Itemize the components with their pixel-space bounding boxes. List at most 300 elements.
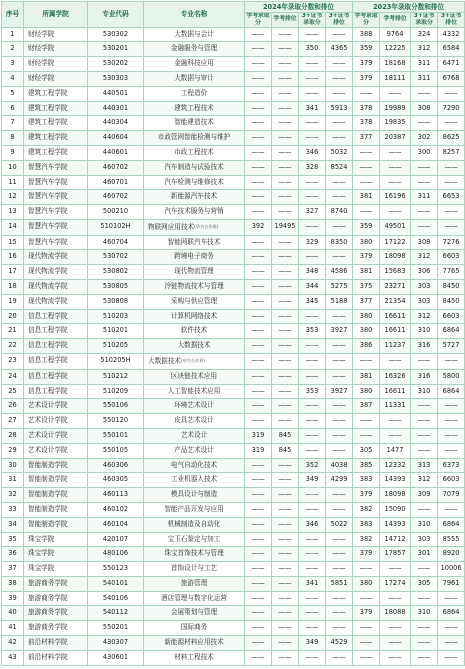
- cell-college: 智慧汽车学院: [24, 235, 88, 250]
- cell-value: 311: [411, 71, 438, 86]
- cell-value: ——: [438, 175, 465, 190]
- cell-value: 7276: [438, 235, 465, 250]
- cell-value: 346: [299, 517, 326, 532]
- cell-code: 530805: [88, 280, 144, 295]
- cell-value: 19835: [380, 116, 411, 131]
- cell-seq: 11: [2, 175, 24, 190]
- cell-value: ——: [411, 591, 438, 606]
- cell-college: 智能制造学院: [24, 517, 88, 532]
- cell-value: ——: [438, 86, 465, 101]
- cell-seq: 19: [2, 294, 24, 309]
- cell-value: ——: [326, 71, 353, 86]
- cell-value: ——: [245, 190, 272, 205]
- cell-value: ——: [380, 145, 411, 160]
- cell-value: 309: [411, 488, 438, 503]
- table-row: [2, 116, 465, 131]
- cell-value: ——: [411, 354, 438, 370]
- cell-value: 308: [411, 101, 438, 116]
- table-row: [2, 71, 465, 86]
- cell-college: 现代物流学院: [24, 250, 88, 265]
- cell-value: ——: [353, 160, 380, 175]
- cell-code: 430601: [88, 650, 144, 665]
- cell-code: 440501: [88, 86, 144, 101]
- cell-value: ——: [272, 384, 299, 399]
- cell-seq: 20: [2, 309, 24, 324]
- table-row: [2, 265, 465, 280]
- cell-major: [144, 116, 245, 131]
- cell-value: 4529: [326, 636, 353, 651]
- table-row: [2, 339, 465, 354]
- cell-seq: 32: [2, 488, 24, 503]
- cell-value: ——: [411, 621, 438, 636]
- cell-seq: 40: [2, 606, 24, 621]
- cell-value: ——: [272, 235, 299, 250]
- table-row: [2, 547, 465, 562]
- cell-value: 353: [299, 324, 326, 339]
- header-sub-2024-xk-score: 学考录取分: [246, 13, 270, 26]
- cell-value: 316: [411, 369, 438, 384]
- major-name: 市政工程技术: [174, 147, 214, 156]
- cell-value: ——: [272, 265, 299, 280]
- cell-code: 460704: [88, 235, 144, 250]
- cell-value: ——: [299, 488, 326, 503]
- cell-value: 375: [353, 280, 380, 295]
- cell-value: 8740: [326, 205, 353, 220]
- cell-value: ——: [438, 621, 465, 636]
- cell-value: 302: [411, 131, 438, 146]
- cell-seq: 21: [2, 324, 24, 339]
- table-row: [2, 101, 465, 116]
- table-row: [2, 309, 465, 324]
- cell-major: [144, 219, 245, 235]
- cell-major: [144, 42, 245, 57]
- cell-value: ——: [272, 116, 299, 131]
- cell-value: 344: [299, 280, 326, 295]
- cell-value: ——: [299, 250, 326, 265]
- cell-value: ——: [299, 131, 326, 146]
- cell-college: 建筑工程学院: [24, 116, 88, 131]
- cell-value: ——: [245, 502, 272, 517]
- cell-value: 19989: [380, 101, 411, 116]
- header-code: 专业代码: [88, 2, 144, 28]
- major-name: 新能源汽车技术: [170, 192, 218, 201]
- admission-score-table: [1, 1, 465, 666]
- cell-college: 智慧汽车学院: [24, 190, 88, 205]
- table-row: [2, 324, 465, 339]
- cell-value: 6471: [438, 57, 465, 72]
- cell-value: 379: [353, 488, 380, 503]
- cell-major: [144, 309, 245, 324]
- cell-value: ——: [380, 650, 411, 665]
- cell-college: 现代物流学院: [24, 294, 88, 309]
- cell-value: 380: [353, 309, 380, 324]
- cell-value: 377: [353, 131, 380, 146]
- cell-value: 15683: [380, 265, 411, 280]
- cell-code: 460702: [88, 190, 144, 205]
- major-name: 环境艺术设计: [174, 401, 214, 410]
- cell-value: 380: [353, 235, 380, 250]
- cell-value: ——: [326, 532, 353, 547]
- cell-value: 6603: [438, 309, 465, 324]
- major-name: 建筑工程技术: [174, 103, 214, 112]
- cell-value: ——: [326, 339, 353, 354]
- cell-value: 345: [299, 294, 326, 309]
- cell-value: 21354: [380, 294, 411, 309]
- cell-college: 珠宝学院: [24, 562, 88, 577]
- cell-value: ——: [438, 116, 465, 131]
- cell-code: 510201: [88, 324, 144, 339]
- cell-code: 550123: [88, 562, 144, 577]
- cell-value: ——: [438, 443, 465, 458]
- cell-value: 301: [411, 547, 438, 562]
- cell-value: ——: [438, 205, 465, 220]
- cell-code: 480106: [88, 547, 144, 562]
- cell-value: 310: [411, 324, 438, 339]
- cell-value: ——: [299, 27, 326, 42]
- cell-value: ——: [272, 86, 299, 101]
- cell-value: 346: [299, 145, 326, 160]
- cell-value: 327: [299, 205, 326, 220]
- cell-value: ——: [438, 502, 465, 517]
- cell-value: ——: [326, 428, 353, 443]
- table-body: [2, 27, 465, 665]
- cell-code: 530802: [88, 265, 144, 280]
- cell-value: ——: [326, 547, 353, 562]
- cell-value: 16611: [380, 324, 411, 339]
- cell-college: 智能制造学院: [24, 473, 88, 488]
- cell-value: ——: [272, 339, 299, 354]
- cell-seq: 28: [2, 428, 24, 443]
- cell-value: ——: [245, 473, 272, 488]
- cell-value: ——: [245, 235, 272, 250]
- header-seq: 序号: [2, 2, 24, 28]
- cell-value: 383: [353, 517, 380, 532]
- table-row: [2, 502, 465, 517]
- cell-value: ——: [245, 339, 272, 354]
- cell-value: 8450: [438, 280, 465, 295]
- major-name: 模具设计与制造: [170, 490, 218, 499]
- cell-value: ——: [438, 160, 465, 175]
- major-name: 新能源材料应用技术: [164, 638, 224, 647]
- cell-college: 智能制造学院: [24, 488, 88, 503]
- cell-value: ——: [438, 591, 465, 606]
- cell-major: [144, 428, 245, 443]
- cell-value: ——: [380, 354, 411, 370]
- cell-value: 845: [272, 428, 299, 443]
- major-name: 产品艺术设计: [174, 445, 214, 454]
- cell-value: ——: [299, 428, 326, 443]
- cell-major: [144, 562, 245, 577]
- major-name: 机械制造及自动化: [167, 519, 221, 528]
- cell-value: ——: [245, 636, 272, 651]
- cell-code: 550201: [88, 621, 144, 636]
- cell-value: ——: [245, 414, 272, 429]
- cell-college: 财经学院: [24, 42, 88, 57]
- cell-code: 530302: [88, 27, 144, 42]
- cell-value: 19495: [272, 219, 299, 235]
- major-note: (华为合作班): [194, 223, 219, 229]
- cell-college: 财经学院: [24, 27, 88, 42]
- cell-seq: 5: [2, 86, 24, 101]
- cell-value: 379: [353, 547, 380, 562]
- table-row: [2, 576, 465, 591]
- table-row: [2, 369, 465, 384]
- cell-seq: 16: [2, 250, 24, 265]
- cell-code: 510203: [88, 309, 144, 324]
- major-name: 会展策划与管理: [170, 608, 218, 617]
- cell-value: 378: [353, 101, 380, 116]
- cell-value: ——: [299, 606, 326, 621]
- cell-value: 6584: [438, 42, 465, 57]
- cell-value: ——: [299, 57, 326, 72]
- cell-value: 349: [299, 473, 326, 488]
- cell-value: ——: [299, 650, 326, 665]
- cell-value: ——: [245, 280, 272, 295]
- cell-value: ——: [411, 219, 438, 235]
- cell-major: [144, 488, 245, 503]
- cell-value: ——: [245, 606, 272, 621]
- cell-college: 财经学院: [24, 57, 88, 72]
- cell-value: ——: [353, 145, 380, 160]
- cell-value: ——: [380, 414, 411, 429]
- cell-value: 311: [411, 57, 438, 72]
- cell-value: ——: [245, 399, 272, 414]
- table-row: [2, 219, 465, 235]
- cell-college: 信息工程学院: [24, 309, 88, 324]
- major-name: 汽车检测与维修技术: [164, 177, 224, 186]
- cell-value: 845: [272, 443, 299, 458]
- cell-value: ——: [299, 562, 326, 577]
- cell-code: 530202: [88, 57, 144, 72]
- cell-seq: 22: [2, 339, 24, 354]
- cell-college: 现代物流学院: [24, 265, 88, 280]
- cell-value: 382: [353, 502, 380, 517]
- cell-value: ——: [272, 576, 299, 591]
- cell-value: ——: [438, 399, 465, 414]
- cell-major: [144, 458, 245, 473]
- cell-seq: 15: [2, 235, 24, 250]
- table-row: [2, 532, 465, 547]
- table-row: [2, 621, 465, 636]
- cell-code: 460102: [88, 502, 144, 517]
- cell-value: ——: [326, 621, 353, 636]
- cell-major: [144, 606, 245, 621]
- cell-value: 316: [411, 339, 438, 354]
- cell-code: 460701: [88, 175, 144, 190]
- major-name: 金融服务与管理: [170, 44, 218, 53]
- cell-value: ——: [411, 116, 438, 131]
- cell-college: 智慧汽车学院: [24, 205, 88, 220]
- cell-value: ——: [245, 205, 272, 220]
- cell-value: 8524: [326, 160, 353, 175]
- cell-value: 312: [411, 309, 438, 324]
- cell-value: ——: [353, 562, 380, 577]
- cell-college: 旅游商务学院: [24, 576, 88, 591]
- cell-value: 379: [353, 606, 380, 621]
- cell-value: ——: [380, 205, 411, 220]
- cell-value: 380: [353, 384, 380, 399]
- cell-value: 350: [299, 42, 326, 57]
- cell-code: 420107: [88, 532, 144, 547]
- cell-value: 312: [411, 250, 438, 265]
- cell-seq: 42: [2, 636, 24, 651]
- major-name: 市政管网智能检测与维护: [157, 133, 231, 142]
- cell-value: 16611: [380, 384, 411, 399]
- cell-value: ——: [353, 175, 380, 190]
- cell-value: ——: [299, 116, 326, 131]
- cell-value: ——: [326, 650, 353, 665]
- cell-value: 6603: [438, 473, 465, 488]
- table-row: [2, 190, 465, 205]
- table-row: [2, 606, 465, 621]
- cell-seq: 39: [2, 591, 24, 606]
- cell-value: ——: [272, 205, 299, 220]
- cell-seq: 7: [2, 116, 24, 131]
- cell-value: ——: [245, 116, 272, 131]
- cell-major: [144, 160, 245, 175]
- cell-code: 460702: [88, 160, 144, 175]
- cell-code: 430307: [88, 636, 144, 651]
- table-row: [2, 280, 465, 295]
- cell-value: 379: [353, 57, 380, 72]
- cell-value: ——: [411, 502, 438, 517]
- cell-value: ——: [272, 502, 299, 517]
- cell-value: ——: [299, 339, 326, 354]
- cell-value: 378: [353, 116, 380, 131]
- cell-value: 359: [353, 42, 380, 57]
- table-row: [2, 384, 465, 399]
- cell-value: 387: [353, 399, 380, 414]
- major-name: 智能网联汽车技术: [167, 237, 221, 246]
- cell-value: ——: [326, 27, 353, 42]
- cell-value: ——: [380, 160, 411, 175]
- cell-seq: 2: [2, 42, 24, 57]
- cell-value: ——: [272, 399, 299, 414]
- cell-value: 18088: [380, 606, 411, 621]
- cell-value: ——: [411, 205, 438, 220]
- cell-value: 16611: [380, 309, 411, 324]
- cell-value: ——: [299, 532, 326, 547]
- cell-value: 6653: [438, 190, 465, 205]
- cell-value: ——: [299, 219, 326, 235]
- cell-value: ——: [326, 414, 353, 429]
- major-name: 宝玉石鉴定与加工: [167, 534, 221, 543]
- major-name: 艺术设计: [180, 430, 208, 439]
- major-name: 电气自动化技术: [170, 460, 218, 469]
- cell-value: 381: [353, 190, 380, 205]
- cell-value: ——: [411, 443, 438, 458]
- cell-value: 379: [353, 250, 380, 265]
- cell-value: ——: [272, 294, 299, 309]
- cell-value: ——: [245, 576, 272, 591]
- cell-code: 460104: [88, 517, 144, 532]
- cell-value: ——: [272, 488, 299, 503]
- cell-seq: 36: [2, 547, 24, 562]
- cell-seq: 29: [2, 443, 24, 458]
- table-row: [2, 57, 465, 72]
- cell-value: ——: [245, 354, 272, 370]
- cell-value: 349: [299, 636, 326, 651]
- table-row: [2, 175, 465, 190]
- cell-value: 348: [299, 265, 326, 280]
- cell-value: ——: [245, 294, 272, 309]
- cell-college: 信息工程学院: [24, 339, 88, 354]
- cell-code: 460306: [88, 458, 144, 473]
- cell-value: ——: [272, 175, 299, 190]
- table-row: [2, 42, 465, 57]
- cell-value: 305: [411, 576, 438, 591]
- cell-value: ——: [326, 606, 353, 621]
- cell-code: 540101: [88, 576, 144, 591]
- cell-value: ——: [411, 636, 438, 651]
- cell-value: ——: [353, 354, 380, 370]
- cell-value: 381: [353, 369, 380, 384]
- cell-value: 329: [299, 235, 326, 250]
- cell-college: 艺术设计学院: [24, 414, 88, 429]
- cell-seq: 9: [2, 145, 24, 160]
- cell-value: ——: [272, 131, 299, 146]
- cell-code: 440304: [88, 116, 144, 131]
- cell-value: ——: [299, 399, 326, 414]
- cell-value: ——: [245, 591, 272, 606]
- cell-value: ——: [245, 621, 272, 636]
- table-row: [2, 488, 465, 503]
- cell-value: 319: [245, 443, 272, 458]
- cell-college: 信息工程学院: [24, 354, 88, 370]
- major-name: 大数据技术: [148, 356, 181, 365]
- cell-value: ——: [353, 650, 380, 665]
- cell-major: [144, 280, 245, 295]
- header-sub-2024-cert-score: 3+证书录取分: [299, 13, 326, 28]
- cell-value: 380: [353, 324, 380, 339]
- cell-value: ——: [272, 250, 299, 265]
- cell-college: 智慧汽车学院: [24, 160, 88, 175]
- cell-code: 440301: [88, 101, 144, 116]
- major-name: 金融科技应用: [174, 59, 214, 68]
- cell-value: 8257: [438, 145, 465, 160]
- cell-value: ——: [299, 547, 326, 562]
- table-row: [2, 294, 465, 309]
- cell-seq: 14: [2, 219, 24, 235]
- cell-major: [144, 384, 245, 399]
- cell-value: ——: [245, 145, 272, 160]
- cell-code: 510212: [88, 369, 144, 384]
- cell-value: 388: [353, 27, 380, 42]
- cell-value: 17274: [380, 576, 411, 591]
- cell-major: [144, 190, 245, 205]
- cell-value: ——: [299, 86, 326, 101]
- cell-value: ——: [245, 324, 272, 339]
- major-name: 软件技术: [180, 326, 208, 335]
- table-row: [2, 591, 465, 606]
- cell-value: ——: [438, 650, 465, 665]
- cell-code: 510205H: [88, 354, 144, 370]
- table-row: [2, 235, 465, 250]
- cell-value: 310: [411, 606, 438, 621]
- cell-value: 310: [411, 517, 438, 532]
- cell-value: ——: [272, 324, 299, 339]
- cell-value: ——: [299, 71, 326, 86]
- cell-value: 8920: [438, 547, 465, 562]
- cell-value: 17857: [380, 547, 411, 562]
- cell-code: 530201: [88, 42, 144, 57]
- cell-value: ——: [353, 428, 380, 443]
- cell-value: 6864: [438, 606, 465, 621]
- major-name: 大数据与审计: [174, 73, 214, 82]
- cell-seq: 34: [2, 517, 24, 532]
- cell-value: 380: [353, 576, 380, 591]
- cell-major: [144, 265, 245, 280]
